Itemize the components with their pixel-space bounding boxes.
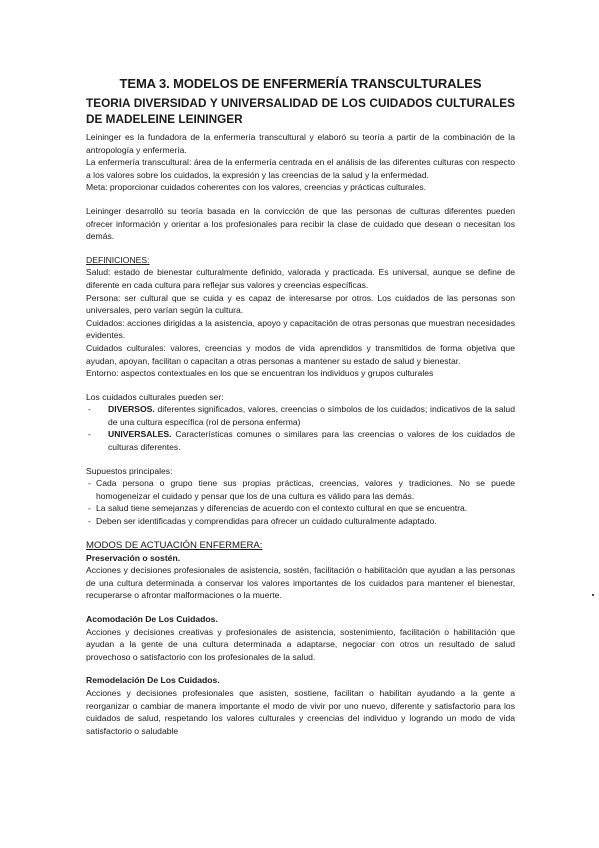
list-item [86,403,515,428]
term-universales: UNIVERSALES. [108,429,172,440]
intro-paragraph-goal: Meta: proporcionar cuidados coherentes con los valores, creencias y prácticas culturales. [86,182,427,193]
cultural-care-lead: Los cuidados culturales pueden ser: [86,391,224,402]
mode-title-remodelacion: Remodelación De Los Cuidados. [86,675,220,686]
list-item: - La salud tiene semejanzas y diferencias de acuerdo con el contexto cultural en que se encuentra. [86,502,515,515]
modes-heading: MODOS DE ACTUACIÓN ENFERMERA: [86,539,263,551]
assumptions-heading: Supuestos principales: [86,465,173,476]
mode-title-preservacion: Preservación o sostén. [86,552,181,563]
definition-cuidados: Cuidados: acciones dirigidas a la asistencia, apoyo y capacitación de otras personas que muestran necesidades evidentes. [86,317,515,341]
mode-title-acomodacion: Acomodación De Los Cuidados. [86,614,218,624]
definition-salud: Salud: estado de bienestar culturalmente definido, valorada y practicada. Es universal, aunque se define de diferente en cada cultura para reflejar sus valores y creencias específicas. [86,267,515,290]
definition-entorno: Entorno: aspectos contextuales en los que se encuentran los individuos y grupos culturales [86,368,434,379]
mode-text-remodelacion: Acciones y decisiones profesionales que asisten, sostiene, facilitan o habilitan ayudando a la gente a reorganizar o cambiar de manera importante el modo de vivir por uno nuevo, diferente y satisfactorio para los cuidados de salud, respetando los valores culturales y creencias del individuo y logrando un modo de vida satisfactorio o saludable [86,687,515,736]
margin-mark [592,594,594,596]
theory-paragraph: Leininger desarrolló su teoría basada en la convicción de que las personas de culturas diferentes pueden ofrecer información y orientar a los profesionales para recibir la clase de cuidado que desean o necesitan los demás. [86,205,515,242]
list-item: - Deben ser identificadas y comprendidas para ofrecer un cuidado culturalmente adaptado. [86,515,515,528]
term-text: Características comunes o similares para las creencias o valores de los cuidados de culturas diferentes. [108,429,515,453]
cultural-care-list [86,403,515,453]
mode-text-acomodacion: Acciones y decisiones creativas y profesionales de asistencia, sostenimiento, facilitación o habilitación que ayudan a la gente de una cultura determinada a adaptarse, negociar con otros un resultado de salud provechoso o satisfactorio con los profesionales de la salud. [86,626,515,662]
assumptions-list [86,477,515,527]
term-text: diferentes significados, valores, creencias o símbolos de los cuidados; indicativos de la salud de una cultura específica (rol de persona enferma) [108,404,515,427]
definitions-heading: DEFINICIONES: [86,254,150,265]
list-item: - Cada persona o grupo tiene sus propias prácticas, creencias, valores y tradiciones. No se puede homogeneizar el cuidado y pensar que los de una cultura es válido para las demás. [86,477,515,502]
term-diversos: DIVERSOS. [108,404,155,415]
page-title: TEMA 3. MODELOS DE ENFERMERÍA TRANSCULTURALES [119,76,482,91]
definition-persona: Persona: ser cultural que se cuida y es capaz de interesarse por otros. Los cuidados de las personas son universales, pero varían según la cultura. [86,292,515,316]
definition-cuidados-culturales: Cuidados culturales: valores, creencias y modos de vida aprendidos y transmitidos de forma objetiva que ayudan, apoyan, facilitan o capacitan a otras personas a mantener su estado de salud y bienestar. [86,342,515,366]
section-subtitle: TEORIA DIVERSIDAD Y UNIVERSALIDAD DE LOS CUIDADOS CULTURALES DE MADELEINE LEININGER [86,96,515,126]
list-item [86,428,515,453]
intro-paragraph-definition: La enfermería transcultural: área de la enfermería centrada en el análisis de las diferentes culturas con respecto a los valores sobre los cuidados, la expresión y las creencias de la salud y la enfermedad. [86,157,515,180]
intro-paragraph-founder: Leininger es la fundadora de la enfermería transcultural y elaboró su teoría a partir de la combinación de la antropología y enfermería. [86,132,515,155]
mode-text-preservacion: Acciones y decisiones profesionales de asistencia, sostén, facilitación o habilitación que ayudan a las personas de una cultura determinada a conservar los valores importantes de los cuidados para mantener el bienestar, recuperarse o afrontar malformaciones o la muerte. [86,565,515,601]
